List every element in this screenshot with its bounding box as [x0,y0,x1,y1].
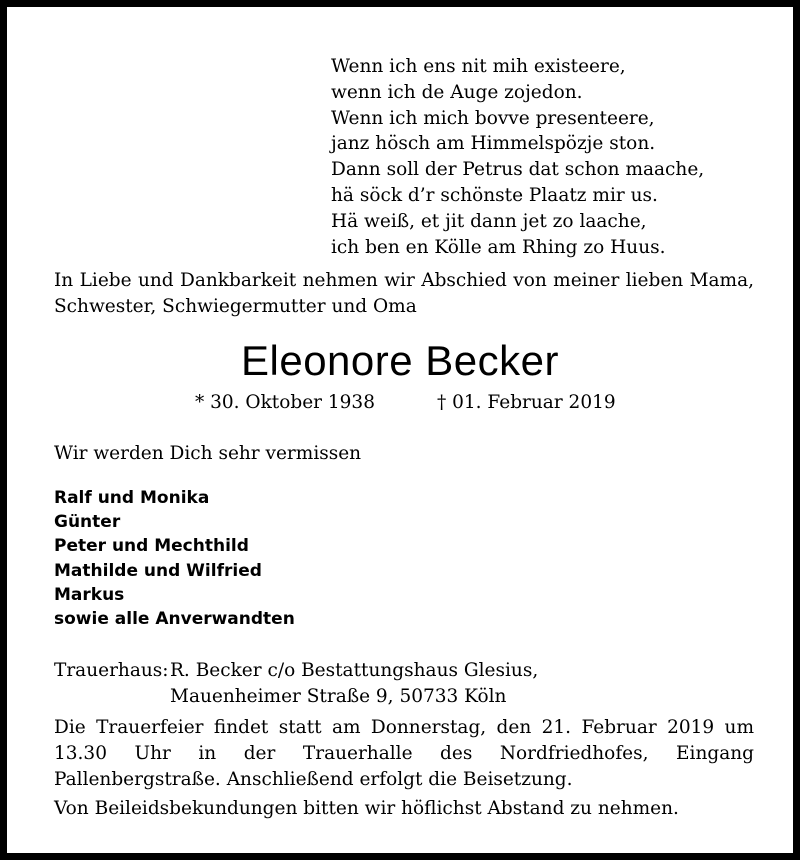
trauerhaus-label: Trauerhaus: [54,660,169,681]
farewell-text: Wir werden Dich sehr vermissen [54,443,362,464]
poem-line: Wenn ich ens nit mih existeere, [331,56,626,77]
family-member: Mathilde und Wilfried [54,560,262,581]
birth-date: * 30. Oktober 1938 [195,392,375,413]
trauerhaus-line-2: Mauenheimer Straße 9, 50733 Köln [170,685,507,707]
family-member: Ralf und Monika [54,488,210,508]
condolence-note: Von Beileidsbekundungen bitten wir höflichst Abstand zu nehmen. [54,798,679,819]
poem-line: Dann soll der Petrus dat schon maache, [331,159,705,181]
poem-line: hä söck d’r schönste Plaatz mir us. [331,184,658,206]
poem-line: ich ben en Kölle am Rhing zo Huus. [331,236,666,258]
trauerhaus-line-1: R. Becker c/o Bestattungshaus Glesius, [170,660,539,681]
poem-line: Hä weiß, et jit dann jet zo laache, [331,210,647,232]
family-member: sowie alle Anverwandten [54,609,295,630]
poem-line: Wenn ich mich bovve presenteere, [331,107,655,129]
family-member: Günter [54,512,121,533]
family-list [54,486,295,631]
life-dates [7,392,793,418]
service-details: Die Trauerfeier findet statt am Donnerstag, den 21. Februar 2019 um 13.30 Uhr in der Trauerhalle des Nordfriedhofes, Eingang Pallenbergstraße. Anschließend erfolgt die Beisetzung. [54,717,754,790]
family-member: Markus [54,584,125,605]
poem-line: wenn ich de Auge zojedon. [331,81,583,103]
family-member: Peter und Mechthild [54,536,249,557]
death-date: † 01. Februar 2019 [437,392,616,413]
poem [331,54,704,260]
poem-line: janz hösch am Himmelspözje ston. [331,133,656,155]
intro-text: In Liebe und Dankbarkeit nehmen wir Abschied von meiner lieben Mama, Schwester, Schwiegermutter und Oma [54,270,754,317]
deceased-name: Eleonore Becker [240,337,559,384]
